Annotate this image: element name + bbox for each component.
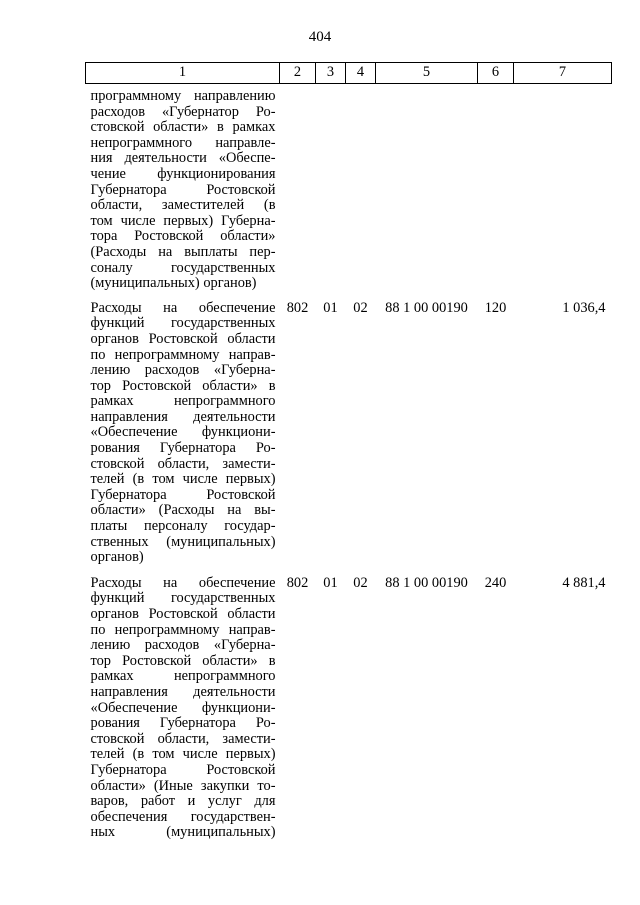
desc-line: телей (в том числе первых) [90, 471, 276, 488]
desc-line: рования Губернатора Ро- [90, 715, 276, 732]
desc-line: стовской области» в рамках [90, 119, 276, 136]
header-col-6: 6 [478, 63, 514, 84]
desc-line: стовской области, замести- [90, 730, 276, 747]
desc-line: ственных (муниципальных) [90, 533, 276, 550]
desc-line: направления деятельности [90, 683, 276, 700]
cell-ministry-code: 802 [286, 299, 309, 316]
desc-line: варов, работ и услуг для [90, 793, 276, 810]
desc-line: функций государственных [90, 315, 276, 332]
desc-line: ных (муниципальных) [90, 824, 276, 841]
header-col-3: 3 [316, 63, 346, 84]
desc-line: соналу государственных [90, 259, 276, 276]
row-description [86, 299, 280, 574]
desc-line: по непрограммному направ- [90, 621, 276, 638]
header-col-1: 1 [86, 63, 280, 84]
desc-line: обеспечения государствен- [90, 808, 276, 825]
budget-table [85, 62, 612, 841]
desc-line: (Расходы на выплаты пер- [90, 243, 276, 260]
desc-line: том числе первых) Губерна- [90, 212, 276, 229]
desc-line: расходов «Губернатор Ро- [90, 103, 276, 120]
desc-line: чение функционирования [90, 165, 276, 182]
desc-line: тор Ростовской области» в [90, 652, 276, 669]
header-col-5: 5 [376, 63, 478, 84]
row-description [86, 574, 280, 841]
desc-line: лению расходов «Губерна- [90, 637, 276, 654]
desc-line: тор Ростовской области» в [90, 377, 276, 394]
cell-subsection: 02 [353, 574, 368, 591]
desc-line: Губернатора Ростовской [90, 181, 276, 198]
desc-line: лению расходов «Губерна- [90, 362, 276, 379]
desc-line: платы персоналу государ- [90, 518, 276, 535]
desc-line: Расходы на обеспечение [90, 299, 276, 316]
cell-subsection: 02 [353, 299, 368, 316]
desc-line: области» (Иные закупки то- [90, 777, 276, 794]
table-row [86, 574, 612, 841]
desc-line: области, заместителей (в [90, 197, 276, 214]
desc-line: Губернатора Ростовской [90, 761, 276, 778]
header-col-2: 2 [280, 63, 316, 84]
desc-line: органов Ростовской области [90, 330, 276, 347]
desc-line: рамках непрограммного [90, 668, 276, 685]
cell-expense-type: 240 [484, 574, 507, 591]
table-row-continued [86, 84, 612, 299]
cell-expense-type: 120 [484, 299, 507, 316]
desc-line: по непрограммному направ- [90, 346, 276, 363]
desc-line: Губернатора Ростовской [90, 486, 276, 503]
cell-section: 01 [323, 299, 338, 316]
desc-line: телей (в том числе первых) [90, 746, 276, 763]
desc-line: функций государственных [90, 590, 276, 607]
cell-amount: 4 881,4 [562, 574, 606, 591]
cell-section: 01 [323, 574, 338, 591]
table-row [86, 299, 612, 574]
header-row [86, 63, 612, 84]
desc-line: «Обеспечение функциони- [90, 424, 276, 441]
desc-line: тора Ростовской области» [90, 228, 276, 245]
desc-line: (муниципальных) органов) [90, 275, 257, 292]
desc-line: Расходы на обеспечение [90, 574, 276, 591]
desc-line: рамках непрограммного [90, 393, 276, 410]
cell-target-item: 88 1 00 00190 [385, 299, 468, 316]
cell-amount: 1 036,4 [562, 299, 606, 316]
desc-line: непрограммного направле- [90, 134, 276, 151]
desc-line: программному направлению [90, 88, 276, 104]
desc-line: органов Ростовской области [90, 606, 276, 622]
desc-line: ния деятельности «Обеспе- [90, 150, 276, 167]
page-number: 404 [308, 29, 332, 45]
desc-line: «Обеспечение функциони- [90, 699, 276, 716]
row-description [86, 84, 280, 299]
desc-line: направления деятельности [90, 408, 276, 425]
cell-target-item: 88 1 00 00190 [385, 574, 468, 591]
desc-line: рования Губернатора Ро- [90, 440, 276, 457]
desc-line: стовской области, замести- [90, 455, 276, 472]
desc-line: области» (Расходы на вы- [90, 502, 276, 519]
desc-line: органов) [90, 549, 144, 566]
header-col-4: 4 [346, 63, 376, 84]
header-col-7: 7 [514, 63, 612, 84]
cell-ministry-code: 802 [286, 574, 309, 591]
